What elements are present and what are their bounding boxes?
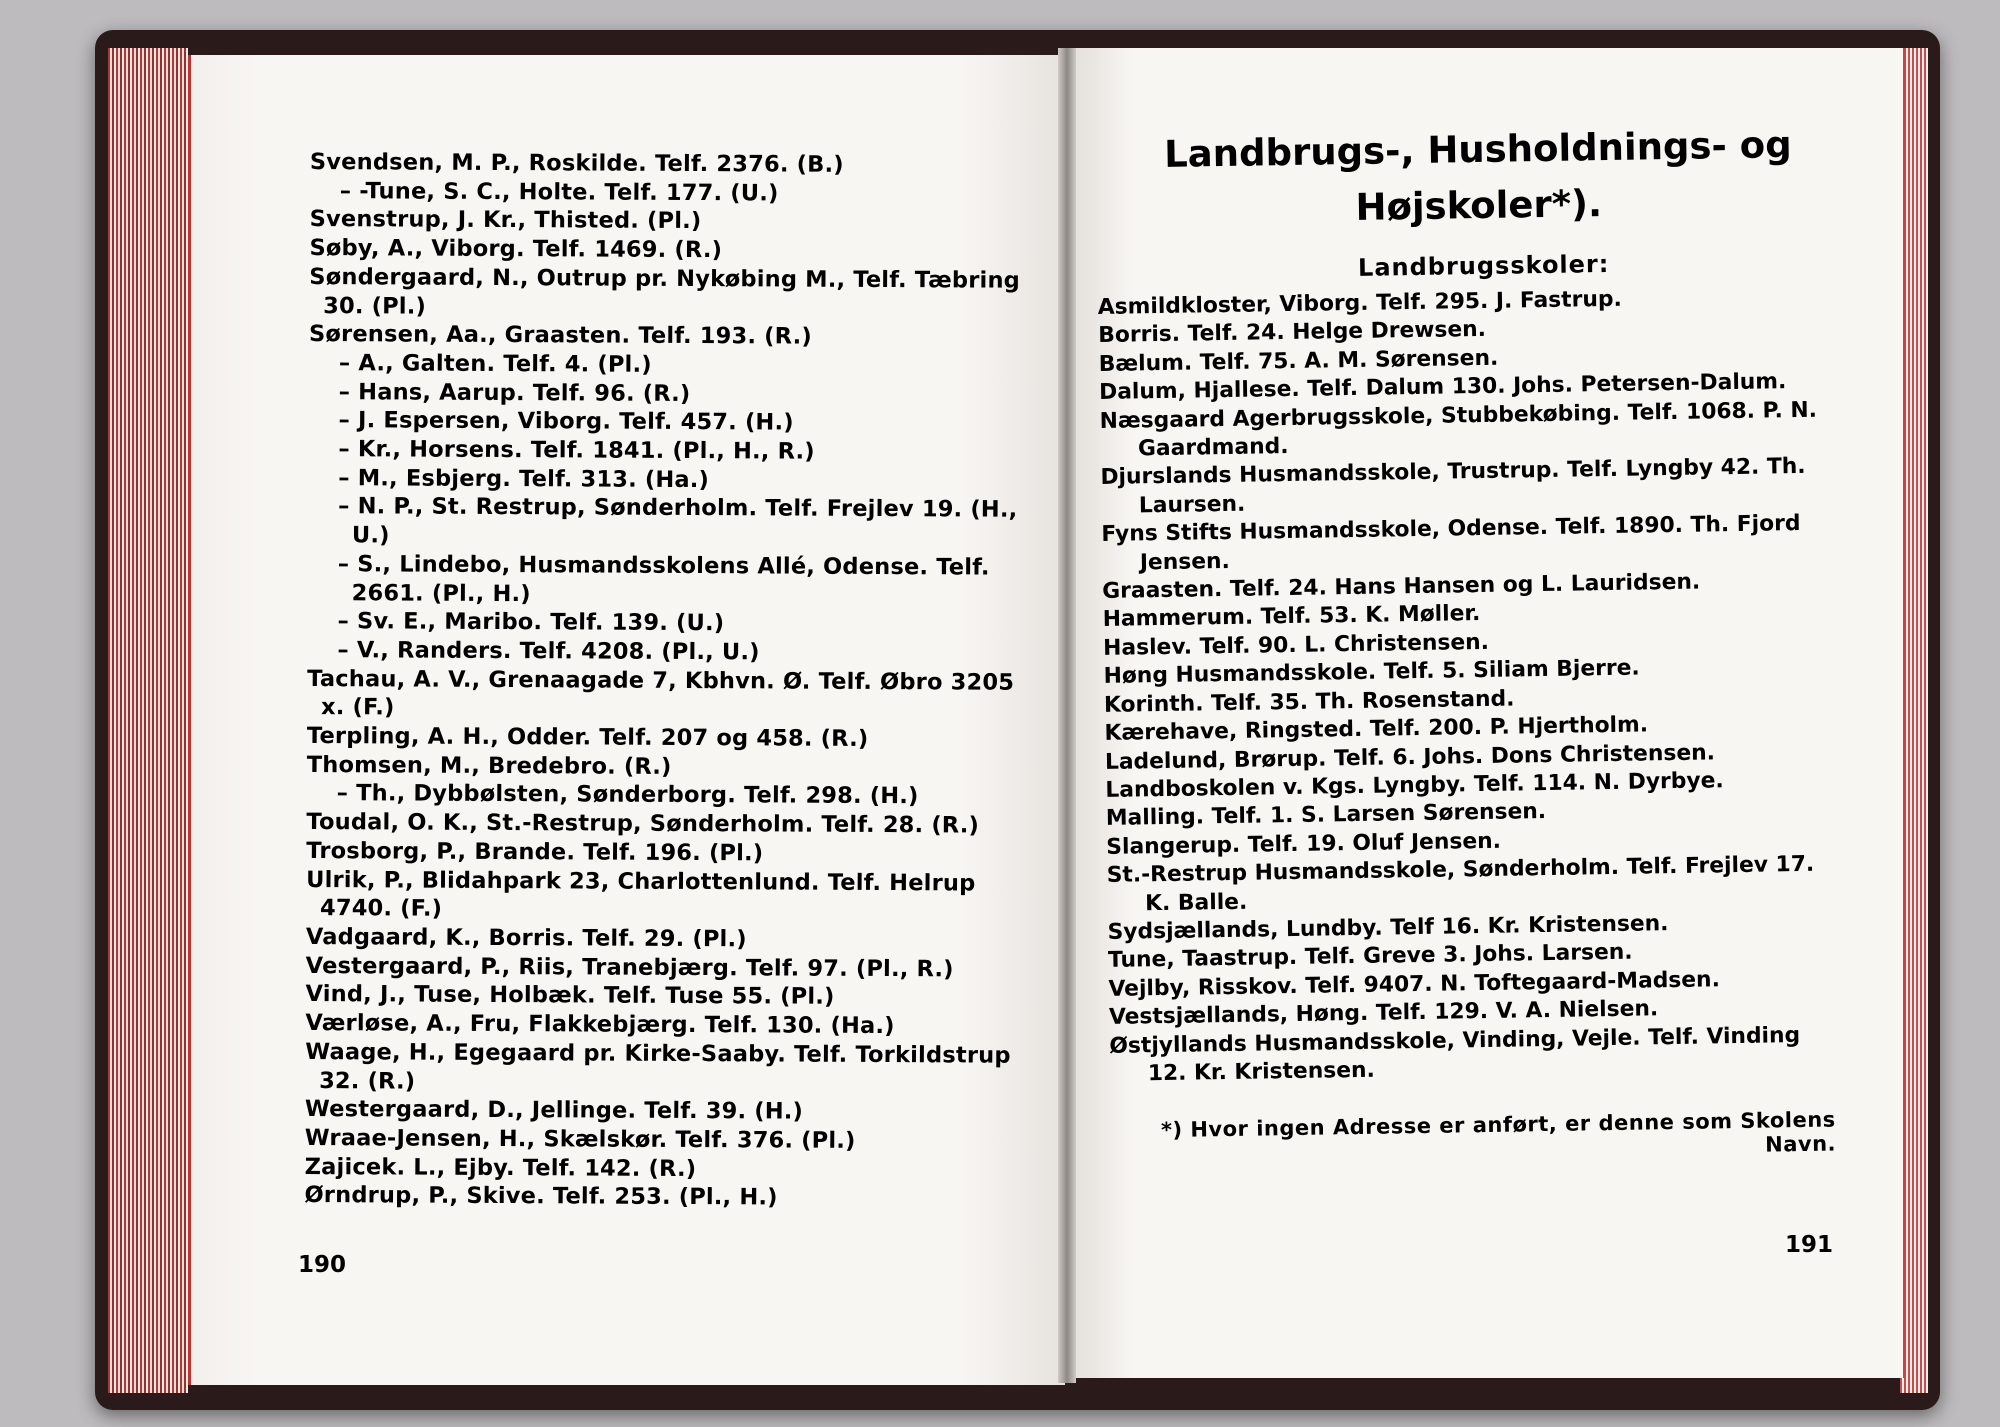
school-entry: Fyns Stifts Husmandsskole, Odense. Telf. 1890. Th. Fjord Jensen. [1101,511,1801,576]
directory-entry: Vind, J., Tuse, Holbæk. Telf. Tuse 55. (Pl.) [305,981,835,1011]
directory-entry: Trosborg, P., Brande. Telf. 196. (Pl.) [306,837,764,867]
directory-entry: Tachau, A. V., Grenaagade 7, Kbhvn. Ø. Telf. Øbro 3205 x. (F.) [307,665,1015,721]
heading-line-2: Højskoler*). [1355,182,1603,229]
directory-entry: Svendsen, M. P., Roskilde. Telf. 2376. (B.) [309,148,844,178]
school-entry: Næsgaard Agerbrugsskole, Stubbekøbing. Telf. 1068. P. N. Gaardmand. [1099,397,1818,462]
school-entry: St.-Restrup Husmandsskole, Sønderholm. Telf. Frejlev 17. K. Balle. [1106,851,1815,916]
directory-entry: – N. P., St. Restrup, Sønderholm. Telf. Frejlev 19. (H., U.) [338,493,1018,549]
directory-entry: – A., Galten. Telf. 4. (Pl.) [338,350,652,378]
subheading: Landbrugsskoler: [1357,249,1610,282]
school-entry: Borris. Telf. 24. Helge Drewsen. [1098,317,1487,349]
directory-entry: Sørensen, Aa., Graasten. Telf. 193. (R.) [308,321,812,350]
directory-entry: Toudal, O. K., St.-Restrup, Sønderholm. Telf. 28. (R.) [306,809,980,839]
school-entry: Haslev. Telf. 90. L. Christensen. [1102,629,1490,661]
right-content [1095,117,1836,1168]
school-entry: Vejlby, Risskov. Telf. 9407. N. Toftegaard-Madsen. [1108,967,1721,1002]
directory-entry: Wraae-Jensen, H., Skælskør. Telf. 376. (Pl.) [304,1124,856,1154]
directory-entry: Søby, A., Viborg. Telf. 1469. (R.) [309,235,723,264]
directory-entry: – Hans, Aarup. Telf. 96. (R.) [338,378,691,407]
heading-line-1: Landbrugs-, Husholdnings- og [1163,123,1792,176]
directory-entry: Værløse, A., Fru, Flakkebjærg. Telf. 130. (Ha.) [305,1010,895,1040]
school-entry: Ladelund, Brørup. Telf. 6. Johs. Dons Christensen. [1104,739,1716,775]
directory-entry: Terpling, A. H., Odder. Telf. 207 og 458. (R.) [306,723,869,752]
directory-entry: Søndergaard, N., Outrup pr. Nykøbing M., Telf. Tæbring 30. (Pl.) [309,263,1021,320]
footnote: *) Hvor ingen Adresse er anført, er denne som Skolens Navn. [1160,1107,1837,1157]
directory-entry: Vestergaard, P., Riis, Tranebjærg. Telf. 97. (Pl., R.) [305,952,954,983]
directory-entry: Westergaard, D., Jellinge. Telf. 39. (H.) [304,1096,804,1125]
school-entry: Landboskolen v. Kgs. Lyngby. Telf. 114. N. Dyrbye. [1105,768,1724,803]
book-gutter [1058,48,1076,1383]
section-heading [1135,117,1822,240]
directory-entry: Svenstrup, J. Kr., Thisted. (Pl.) [309,206,702,235]
directory-entry: Waage, H., Egegaard pr. Kirke-Saaby. Telf. Torkildstrup 32. (R.) [305,1038,1011,1095]
directory-entry: – V., Randers. Telf. 4208. (Pl., U.) [337,637,760,666]
left-entry-list [304,148,1025,1214]
school-list [1098,283,1835,1090]
school-entry: Tune, Taastrup. Telf. Greve 3. Johs. Larsen. [1107,940,1633,974]
page-edges-left [108,48,188,1393]
school-entry: Korinth. Telf. 35. Th. Rosenstand. [1103,686,1515,718]
school-entry: Østjyllands Husmandsskole, Vinding, Vejle. Telf. Vinding 12. Kr. Kristensen. [1109,1022,1801,1087]
directory-entry: – Kr., Horsens. Telf. 1841. (Pl., H., R.) [338,436,815,465]
school-entry: Graasten. Telf. 24. Hans Hansen og L. Lauridsen. [1102,569,1701,605]
school-entry: Sydsjællands, Lundby. Telf 16. Kr. Kristensen. [1107,911,1669,945]
directory-entry: Vadgaard, K., Borris. Telf. 29. (Pl.) [305,923,747,953]
school-entry: Asmildkloster, Viborg. Telf. 295. J. Fastrup. [1097,286,1622,320]
directory-entry: – Th., Dybbølsten, Sønderborg. Telf. 298. (H.) [336,780,919,810]
school-entry: Bælum. Telf. 75. A. M. Sørensen. [1098,345,1499,377]
school-entry: Dalum, Hjallese. Telf. Dalum 130. Johs. Petersen-Dalum. [1098,369,1787,406]
school-entry: Malling. Telf. 1. S. Larsen Sørensen. [1105,799,1547,832]
directory-entry: Ørndrup, P., Skive. Telf. 253. (Pl., H.) [304,1182,778,1211]
directory-entry: – Sv. E., Maribo. Telf. 139. (U.) [337,608,725,637]
left-page-number: 190 [298,1252,347,1278]
school-entry: Vestsjællands, Høng. Telf. 129. V. A. Nielsen. [1108,996,1659,1031]
school-entry: Høng Husmandsskole. Telf. 5. Siliam Bjerre. [1103,655,1640,690]
directory-entry: Zajicek. L., Ejby. Telf. 142. (R.) [304,1153,697,1182]
school-entry: Slangerup. Telf. 19. Oluf Jensen. [1106,828,1502,860]
school-entry: Djurslands Husmandsskole, Trustrup. Telf. Lyngby 42. Th. Laursen. [1100,454,1806,519]
directory-entry: – S., Lindebo, Husmandsskolens Allé, Odense. Telf. 2661. (Pl., H.) [337,550,990,607]
directory-entry: – M., Esbjerg. Telf. 313. (Ha.) [338,464,710,493]
directory-entry: Thomsen, M., Bredebro. (R.) [306,751,672,780]
directory-entry: Ulrik, P., Blidahpark 23, Charlottenlund. Telf. Helrup 4740. (F.) [306,866,976,922]
school-entry: Hammerum. Telf. 53. K. Møller. [1102,601,1481,633]
right-page-number: 191 [1785,1232,1834,1258]
school-entry: Kærehave, Ringsted. Telf. 200. P. Hjertholm. [1104,712,1649,747]
directory-entry: – -Tune, S. C., Holte. Telf. 177. (U.) [339,177,779,207]
directory-entry: – J. Espersen, Viborg. Telf. 457. (H.) [338,407,794,436]
